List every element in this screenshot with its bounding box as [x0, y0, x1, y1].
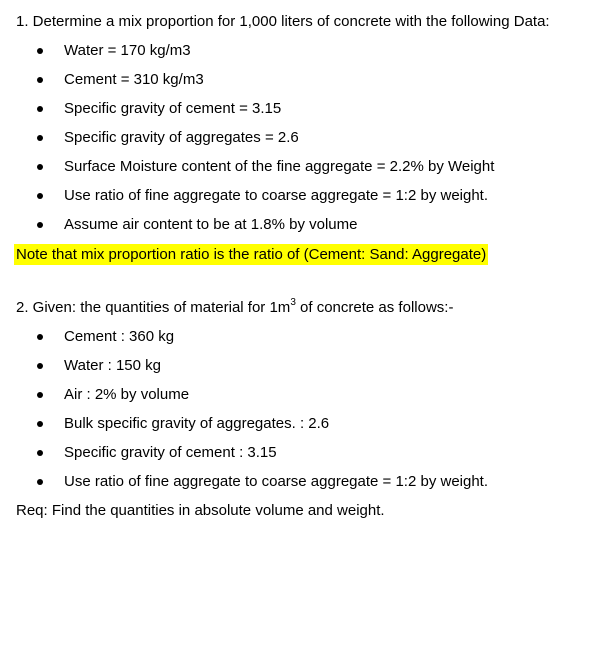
problem-2-data-list [0, 327, 606, 501]
bullet-icon [37, 106, 43, 112]
list-item [0, 128, 606, 157]
list-item [0, 186, 606, 215]
list-item-text: Surface Moisture content of the fine aggregate = 2.2% by Weight [64, 158, 495, 175]
list-item-text: Water = 170 kg/m3 [64, 42, 191, 59]
list-item-text: Cement = 310 kg/m3 [64, 71, 204, 88]
list-item [0, 414, 606, 443]
bullet-icon [37, 77, 43, 83]
bullet-icon [37, 363, 43, 369]
list-item [0, 327, 606, 356]
bullet-icon [37, 450, 43, 456]
superscript-exponent: 3 [290, 297, 296, 308]
requirement-text: Req: Find the quantities in absolute volume and weight. [16, 502, 385, 519]
bullet-icon [37, 48, 43, 54]
list-item-text: Cement : 360 kg [64, 328, 175, 345]
list-item-text: Assume air content to be at 1.8% by volume [64, 216, 358, 233]
bullet-icon [37, 135, 43, 141]
list-item-text: Use ratio of fine aggregate to coarse aggregate = 1:2 by weight. [64, 187, 489, 204]
list-item [0, 157, 606, 186]
list-item-text: Specific gravity of aggregates = 2.6 [64, 129, 299, 146]
list-item-text: Specific gravity of cement = 3.15 [64, 100, 282, 117]
bullet-icon [37, 421, 43, 427]
list-item [0, 356, 606, 385]
list-item-text: Air : 2% by volume [64, 386, 190, 403]
list-item [0, 70, 606, 99]
list-item-text: Water : 150 kg [64, 357, 161, 374]
problem-1-data-list [0, 41, 606, 244]
problem-1-heading: 1. Determine a mix proportion for 1,000 liters of concrete with the following Data: [16, 13, 550, 30]
list-item [0, 215, 606, 244]
list-item-text: Specific gravity of cement : 3.15 [64, 444, 277, 461]
list-item-text: Bulk specific gravity of aggregates. : 2.6 [64, 415, 330, 432]
bullet-icon [37, 164, 43, 170]
list-item [0, 41, 606, 70]
list-item-text: Use ratio of fine aggregate to coarse aggregate = 1:2 by weight. [64, 473, 489, 490]
problem-2-heading [16, 298, 453, 318]
problem-2-heading-end: of concrete as follows:- [295, 299, 454, 316]
bullet-icon [37, 479, 43, 485]
list-item [0, 443, 606, 472]
list-item [0, 385, 606, 414]
list-item [0, 472, 606, 501]
bullet-icon [37, 392, 43, 398]
highlighted-note: Note that mix proportion ratio is the ratio of (Cement: Sand: Aggregate) [16, 246, 487, 263]
bullet-icon [37, 222, 43, 228]
list-item [0, 99, 606, 128]
bullet-icon [37, 334, 43, 340]
problem-2-heading-start: 2. Given: the quantities of material for 1m [16, 299, 291, 316]
bullet-icon [37, 193, 43, 199]
